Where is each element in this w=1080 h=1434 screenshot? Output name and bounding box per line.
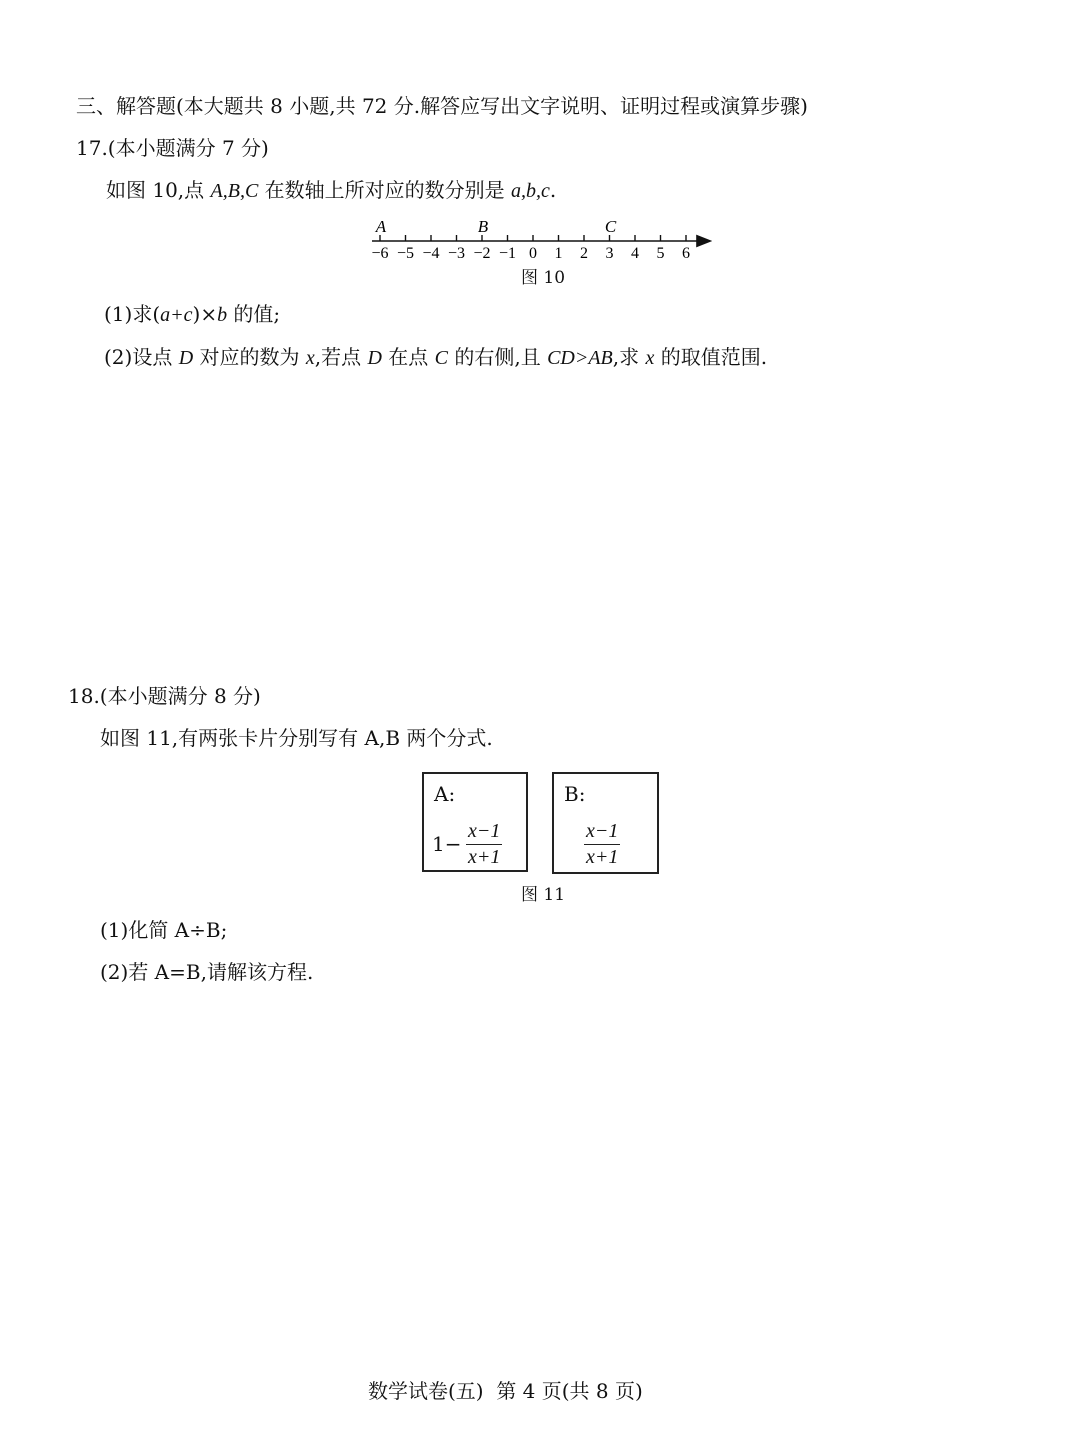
tick-label: 4 [631,245,639,262]
q17-intro-end: . [549,178,557,202]
q17-header: 17.(本小题满分 7 分) [76,136,269,160]
point-label-c: C [604,217,617,236]
figure-11-caption: 图 11 [521,885,566,905]
q17-part2-b: 对应的数为 [193,345,306,369]
q17-part2-e: 的右侧,且 [447,345,548,369]
q17-part1-expr: a+c [160,304,193,326]
q18-intro: 如图 11,有两张卡片分别写有 A,B 两个分式. [100,726,493,750]
q17-intro-vars: A,B,C [210,180,259,202]
q17-part2-inequality: CD>AB [547,347,613,369]
card-a-numerator: x−1 [466,820,502,845]
q17-part1-b: )× [192,302,218,326]
number-line-ticks [371,235,690,262]
card-b-fraction [584,820,620,869]
card-a-lead: 1− [432,832,462,856]
q18-part1: (1)化简 A÷B; [100,918,228,942]
card-a-denominator: x+1 [468,846,501,868]
number-line-points [375,217,617,236]
point-label-b: B [477,217,489,236]
q17-part2-g: 的取值范围. [654,345,768,369]
tick-label: −5 [396,245,415,262]
q17-part1 [104,304,280,325]
q17-part2-x1: x [305,347,315,369]
card-a-label: A: [434,782,456,806]
tick-label: 0 [529,245,537,262]
q17-part2 [104,347,767,368]
tick-label: −6 [371,245,389,262]
q18-part2: (2)若 A=B,请解该方程. [100,960,314,984]
point-label-a: A [375,217,387,236]
card-b-numerator: x−1 [584,820,620,845]
q17-part2-a: (2)设点 [104,345,179,369]
page-footer: 数学试卷(五) 第 4 页(共 8 页) [368,1379,643,1403]
q17-part2-x2: x [645,347,655,369]
q17-part2-f: ,求 [612,345,646,369]
tick-label: 1 [554,245,563,262]
number-line-figure [366,214,726,264]
q17-part2-d: 在点 [381,345,435,369]
tick-label: 6 [682,245,690,262]
card-a [422,772,528,872]
q17-part1-var: b [217,304,228,326]
tick-label: 2 [580,245,588,262]
q17-part2-c: ,若点 [314,345,368,369]
q17-intro-text-b: 在数轴上所对应的数分别是 [258,178,512,202]
card-b [552,772,659,874]
tick-label: 5 [656,245,665,262]
q17-part2-d2: D [367,347,382,369]
q17-part1-end: 的值; [227,302,281,326]
tick-label: −3 [447,245,466,262]
section-title: 三、解答题(本大题共 8 小题,共 72 分.解答应写出文字说明、证明过程或演算步骤) [76,94,808,118]
tick-label: −1 [498,245,517,262]
card-b-denominator: x+1 [586,846,619,868]
q17-part2-c2: C [434,347,448,369]
q17-part1-a: (1)求( [104,302,161,326]
tick-label: −4 [422,245,440,262]
q18-header: 18.(本小题满分 8 分) [68,684,261,708]
tick-label: −2 [473,245,491,262]
q17-part2-d1: D [178,347,194,369]
figure-10-caption: 图 10 [521,268,566,288]
tick-label: 3 [605,245,614,262]
q17-intro [106,180,556,201]
card-b-label: B: [564,782,586,806]
q17-intro-text-a: 如图 10,点 [106,178,211,202]
q17-intro-vals: a,b,c [511,180,550,202]
card-a-fraction [466,820,502,869]
